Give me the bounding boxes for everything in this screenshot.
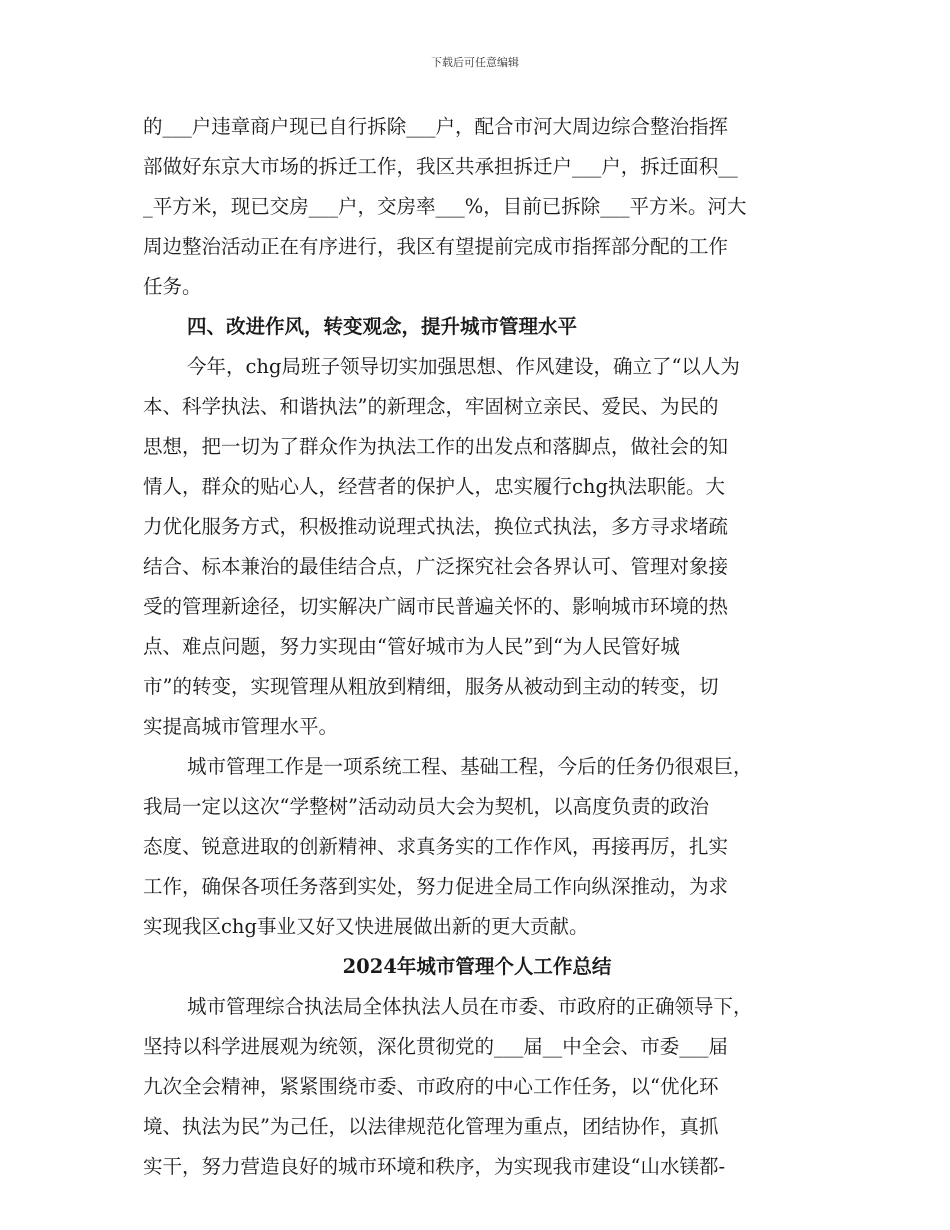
paragraph-line: 部做好东京大市场的拆迁工作，我区共承担拆迁户___户，拆迁面积__ xyxy=(143,155,738,178)
paragraph-line: 情人，群众的贴心人，经营者的保护人，忠实履行chg执法职能。大 xyxy=(143,475,725,498)
paragraph-line: 九次全会精神，紧紧围绕市委、市政府的中心工作任务，以“优化环 xyxy=(143,1075,719,1098)
paragraph-line: 实现我区chg事业又好又快进展做出新的更大贡献。 xyxy=(143,915,589,938)
paragraph-line: 任务。 xyxy=(143,275,202,298)
paragraph-line: 坚持以科学进展观为统领，深化贯彻党的___届__中全会、市委___届 xyxy=(143,1035,729,1058)
paragraph-line: 境、执法为民”为己任，以法律规范化管理为重点，团结协作，真抓 xyxy=(143,1115,719,1138)
paragraph-line: 态度、锐意进取的创新精神、求真务实的工作作风，再接再厉，扎实 xyxy=(143,835,729,858)
paragraph-line: 城市管理综合执法局全体执法人员在市委、市政府的正确领导下， xyxy=(187,995,753,1018)
paragraph-line: 点、难点问题，努力实现由“管好城市为人民”到“为人民管好城 xyxy=(143,635,680,658)
paragraph-line: 城市管理工作是一项系统工程、基础工程，今后的任务仍很艰巨， xyxy=(187,755,753,778)
paragraph-line: 周边整治活动正在有序进行，我区有望提前完成市指挥部分配的工作 xyxy=(143,235,729,258)
paragraph-line: 本、科学执法、和谐执法”的新理念，牢固树立亲民、爱民、为民的 xyxy=(143,395,719,418)
page-header: 下载后可任意编辑 xyxy=(431,56,519,69)
paragraph-line: 工作，确保各项任务落到实处，努力促进全局工作向纵深推动，为求 xyxy=(143,875,729,898)
paragraph-line: 实干，努力营造良好的城市环境和秩序，为实现我市建设“山水镁都- xyxy=(143,1155,726,1178)
paragraph-line: 受的管理新途径，切实解决广阔市民普遍关怀的、影响城市环境的热 xyxy=(143,595,729,618)
paragraph-line: 的___户违章商户现已自行拆除___户，配合市河大周边综合整治指挥 xyxy=(143,115,729,138)
document-body xyxy=(143,107,811,1187)
paragraph-line: 结合、标本兼治的最佳结合点，广泛探究社会各界认可、管理对象接 xyxy=(143,555,729,578)
paragraph-line: 我局一定以这次“学整树”活动动员大会为契机，以高度负责的政治 xyxy=(143,795,709,818)
paragraph-line: _平方米，现已交房___户，交房率___%，目前已拆除___平方米。河大 xyxy=(143,195,747,218)
paragraph-line: 市”的转变，实现管理从粗放到精细，服务从被动到主动的转变，切 xyxy=(143,675,719,698)
paragraph-line: 今年，chg局班子领导切实加强思想、作风建设，确立了“以人为 xyxy=(187,355,740,378)
document-title: 2024年城市管理个人工作总结 xyxy=(342,955,612,978)
paragraph-line: 力优化服务方式，积极推动说理式执法，换位式执法，多方寻求堵疏 xyxy=(143,515,729,538)
paragraph-line: 思想，把一切为了群众作为执法工作的出发点和落脚点，做社会的知 xyxy=(143,435,729,458)
paragraph-line: 实提高城市管理水平。 xyxy=(143,715,339,738)
section-heading: 四、改进作风，转变观念，提升城市管理水平 xyxy=(187,315,578,338)
